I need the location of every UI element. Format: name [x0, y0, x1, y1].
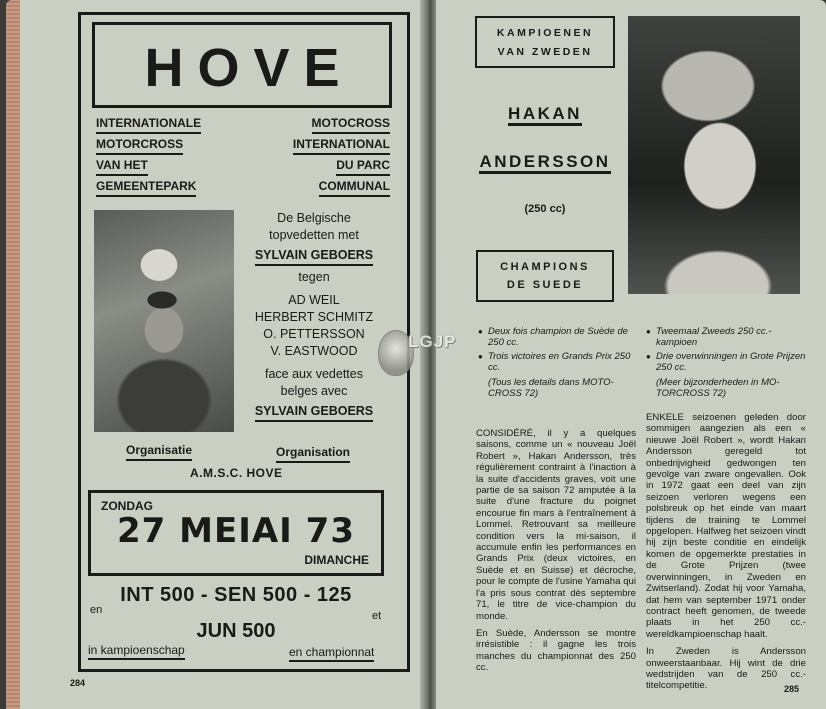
- list-item: ● Drie overwinningen in Grote Prijzen 250 cc.: [646, 351, 806, 373]
- class-label: (250 cc): [524, 203, 566, 215]
- right-column-line: COMMUNAL: [319, 178, 390, 197]
- left-column-line: MOTORCROSS: [96, 136, 183, 155]
- portrait-photo: [628, 16, 800, 294]
- header-box: [475, 16, 615, 68]
- left-column-line: INTERNATIONALE: [96, 115, 201, 134]
- reference-note: (Tous les details dans MOTO-CROSS 72): [488, 377, 614, 399]
- french-article: [476, 428, 636, 674]
- page-edge: [6, 0, 20, 709]
- star-rider: SYLVAIN GEBOERS: [255, 403, 373, 422]
- header-line: VAN ZWEDEN: [497, 46, 593, 58]
- dutch-article: [646, 412, 806, 692]
- right-column-line: INTERNATIONAL: [293, 136, 390, 155]
- rider-last-name: ANDERSSON: [476, 152, 614, 172]
- header-line: KAMPIOENEN: [496, 27, 594, 39]
- right-column-line: DU PARC: [336, 157, 390, 176]
- rider-photo: [94, 210, 234, 432]
- event-date: 27 MEIAI 73: [117, 511, 355, 551]
- dutch-event-title: [96, 114, 236, 198]
- champions-line: CHAMPIONS: [500, 261, 590, 273]
- intro-line: belges avec: [280, 384, 348, 398]
- rider-name: HERBERT SCHMITZ: [254, 310, 374, 324]
- list-item: ● Trois victoires en Grands Prix 250 cc.: [478, 351, 638, 373]
- junior-class: JUN 500: [196, 620, 276, 642]
- race-classes: INT 500 - SEN 500 - 125: [120, 584, 352, 606]
- organizer-label-fr: Organisation: [276, 444, 350, 463]
- versus-line: tegen: [298, 270, 330, 284]
- champions-box: [476, 250, 614, 302]
- connector-nl: en: [90, 604, 103, 616]
- page-number: 284: [70, 678, 86, 688]
- page-number: 285: [784, 684, 800, 694]
- intro-line: topvedetten met: [269, 228, 359, 242]
- organizer-label-nl: Organisatie: [126, 442, 192, 461]
- page-title: HOVE: [144, 38, 354, 98]
- dutch-bullets: [646, 326, 806, 399]
- watermark-logo: [378, 330, 457, 376]
- logo-text: LGJP: [408, 332, 457, 351]
- star-rider: SYLVAIN GEBOERS: [255, 247, 373, 266]
- left-column-line: GEMEENTEPARK: [96, 178, 196, 197]
- date-box: [88, 490, 384, 576]
- left-column-line: VAN HET: [96, 157, 148, 176]
- list-item: ● Deux fois champion de Suède de 250 cc.: [478, 326, 638, 348]
- french-event-title: [250, 114, 390, 198]
- reference-note: (Meer bijzonderheden in MO-TORCROSS 72): [656, 377, 780, 399]
- connector-fr: et: [372, 610, 382, 622]
- paragraph: In Zweden is Andersson onweerstaanbaar. Hij wint de drie wedstrijden van de 250 cc.-titelcompetitie.: [646, 646, 806, 692]
- list-item: ● Tweemaal Zweeds 250 cc.-kampioen: [646, 326, 806, 348]
- title-box: [92, 22, 392, 108]
- rider-name: O. PETTERSSON: [263, 327, 365, 341]
- champions-line: DE SUEDE: [506, 279, 584, 291]
- club-name: A.M.S.C. HOVE: [190, 466, 283, 480]
- championship-label-nl: in kampioenschap: [88, 642, 185, 660]
- paragraph: En Suède, Andersson se montre irrésistible : il gagne les trois manches du championnat des 250 cc.: [476, 627, 636, 674]
- intro-line: De Belgische: [277, 211, 351, 225]
- french-bullets: [478, 326, 638, 399]
- championship-label-fr: en championnat: [289, 644, 374, 662]
- right-column-line: MOTOCROSS: [312, 115, 390, 134]
- rider-name: V. EASTWOOD: [270, 344, 358, 358]
- rider-name: AD WEIL: [288, 293, 340, 307]
- day-label-nl: ZONDAG: [101, 499, 153, 513]
- paragraph: ENKELE seizoenen geleden door sommigen aangezien als een « nieuwe Joël Robert », wordt Hakan Andersson geregeld tot onbedrijvigheid gedwongen ten gevolge van zware ongevallen. Ook in 1972 gaat een deel van zijn seizoen verloren wegens een polsbreuk op het einde van maart tijdens de training te Lommel opgelopen. Halfweg het seizoen vindt hij zijn beste conditie en eindelijk komen de opgemerkte prestaties in de Grote Prijzen (twee overwinningen, in Zweden en Zwitserland). Zodat hij voor Yamaha, dat hem van september 1971 onder contract heeft genomen, de tweede plaats in het 250 cc.-wereldkampioenschap haalt.: [646, 412, 806, 640]
- rider-first-name: HAKAN: [476, 104, 614, 124]
- riders-list: [244, 210, 384, 422]
- intro-line: face aux vedettes: [265, 367, 363, 381]
- paragraph: CONSIDÉRÉ, il y a quelques saisons, comme un « nouveau Joël Robert », Hakan Andersson, très régulièrement contraint à l'inaction à la suite d'accidents graves, voit une partie de sa saison 72 amputée à la suite d'une fracture du poignet encourue fin mars à l'entraînement à Lommel. Retrouvant sa meilleure condition vers la mi-saison, il accumule enfin les performances en Grands Prix (deux victoires, en Suède et en Suisse) et décroche, pour le compte de l'usine Yamaha qui l'a pris sous contrat dès septembre 71, le titre de vice-champion du monde.: [476, 428, 636, 622]
- day-label-fr: DIMANCHE: [304, 553, 369, 567]
